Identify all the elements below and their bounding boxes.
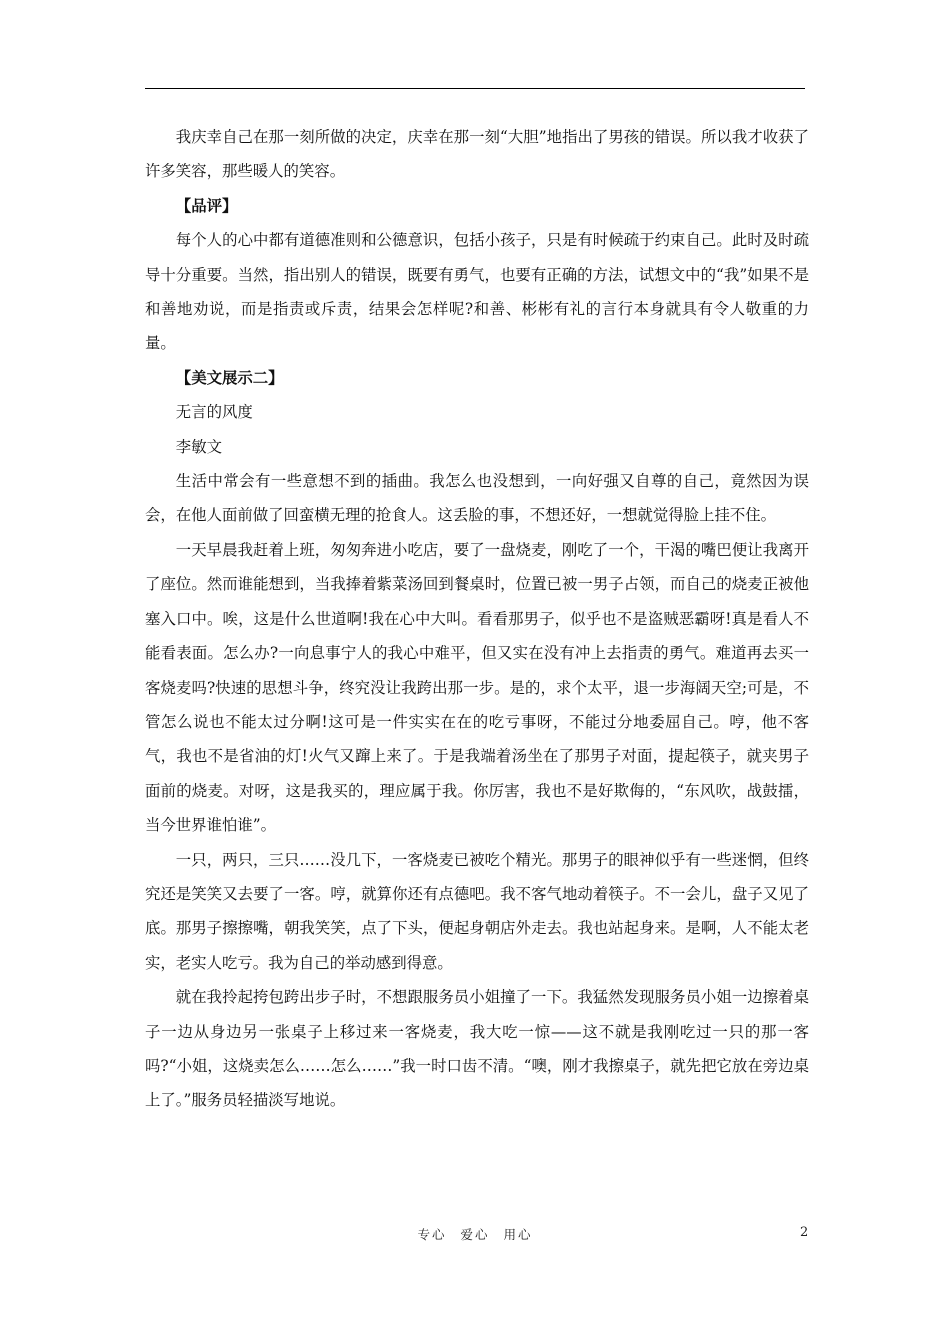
footer-motto: 专心 爱心 用心: [417, 1227, 533, 1242]
page-number: 2: [800, 1225, 809, 1240]
article-author: 李敏文: [175, 437, 222, 456]
document-body: [145, 120, 809, 1118]
section-heading-showcase: 【美文展示二】: [175, 368, 284, 387]
paragraph: 一只，两只，三只……没几下，一客烧麦已被吃个精光。那男子的眼神似乎有一些迷惘，但终究还是笑笑又去要了一客。哼，就算你还有点德吧。我不客气地动着筷子。不一会儿，盘子又见了底。那男子擦擦嘴，朝我笑笑，点了下头，便起身朝店外走去。我也站起身来。是啊，人不能太老实，老实人吃亏。我为自己的举动感到得意。: [145, 850, 809, 972]
paragraph: 一天早晨我赶着上班，匆匆奔进小吃店，要了一盘烧麦，刚吃了一个，干渴的嘴巴便让我离开了座位。然而谁能想到，当我捧着紫菜汤回到餐桌时，位置已被一男子占领，而自己的烧麦正被他塞入口中。唉，这是什么世道啊!我在心中大叫。看看那男子，似乎也不是盗贼恶霸呀!真是看人不能看表面。怎么办?一向息事宁人的我心中难平，但又实在没有冲上去指责的勇气。难道再去买一客烧麦吗?快速的思想斗争，终究没让我跨出那一步。是的，求个太平，退一步海阔天空;可是，不管怎么说也不能太过分啊!这可是一件实实在在的吃亏事呀，不能过分地委屈自己。哼，他不客气，我也不是省油的灯!火气又蹿上来了。于是我端着汤坐在了那男子对面，提起筷子，就夹男子面前的烧麦。对呀，这是我买的，理应属于我。你厉害，我也不是好欺侮的，“东风吹，战鼓擂，当今世界谁怕谁”。: [145, 540, 809, 835]
paragraph: 生活中常会有一些意想不到的插曲。我怎么也没想到，一向好强又自尊的自己，竟然因为误会，在他人面前做了回蛮横无理的抢食人。这丢脸的事，不想还好，一想就觉得脸上挂不住。: [145, 472, 809, 525]
paragraph: 每个人的心中都有道德准则和公德意识，包括小孩子，只是有时候疏于约束自己。此时及时疏导十分重要。当然，指出别人的错误，既要有勇气，也要有正确的方法，试想文中的“我”如果不是和善地劝说，而是指责或斥责，结果会怎样呢?和善、彬彬有礼的言行本身就具有令人敬重的力量。: [145, 231, 809, 353]
article-title: 无言的风度: [175, 403, 253, 422]
paragraph: 就在我拎起挎包跨出步子时，不想跟服务员小姐撞了一下。我猛然发现服务员小姐一边擦着桌子一边从身边另一张桌子上移过来一客烧麦，我大吃一惊——这不就是我刚吃过一只的那一客吗?“小姐，这烧卖怎么……怎么……”我一时口齿不清。“噢，刚才我擦桌子，就先把它放在旁边桌上了。”服务员轻描淡写地说。: [145, 988, 809, 1110]
header-rule: [145, 88, 805, 89]
paragraph: 我庆幸自己在那一刻所做的决定，庆幸在那一刻“大胆”地指出了男孩的错误。所以我才收获了许多笑容，那些暖人的笑容。: [145, 128, 809, 181]
section-heading-review: 【品评】: [175, 196, 238, 215]
